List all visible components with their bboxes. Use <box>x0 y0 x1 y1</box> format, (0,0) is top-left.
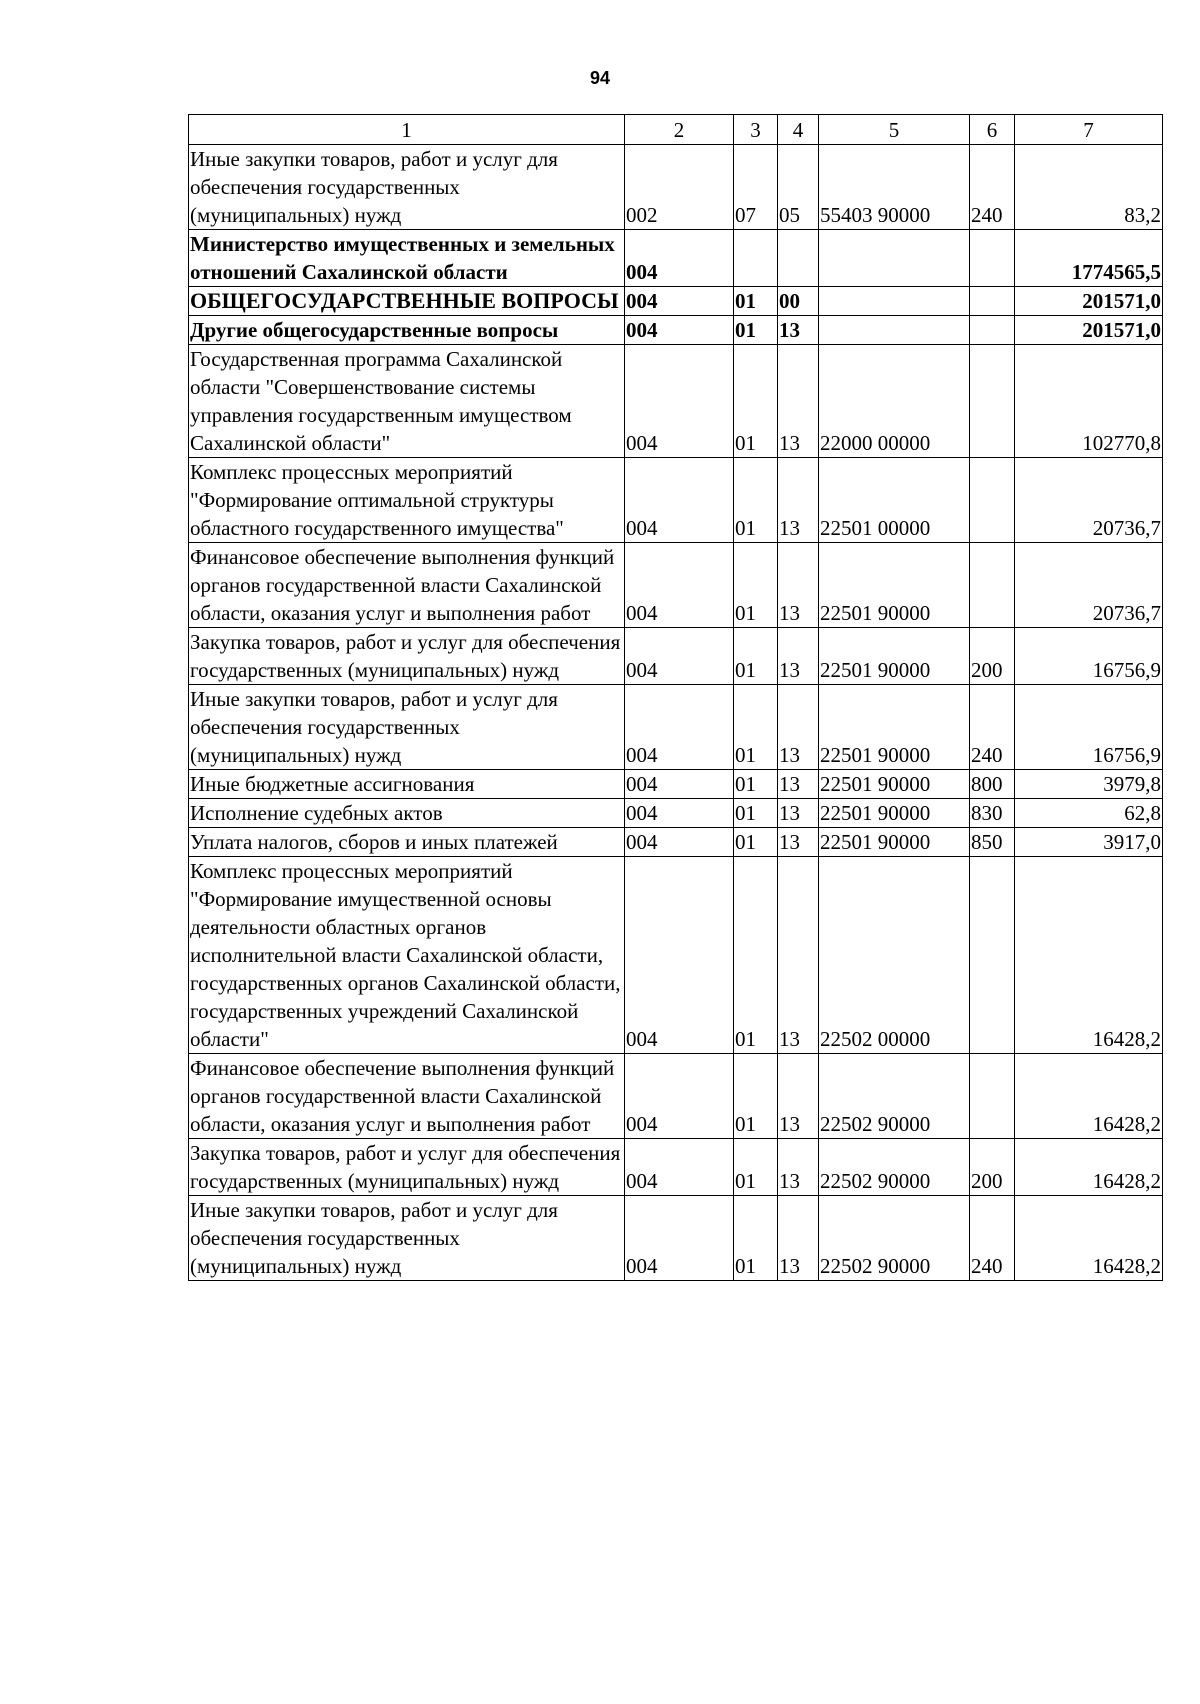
table-row <box>189 287 1163 316</box>
row-amount: 1774565,5 <box>1015 230 1163 287</box>
row-expense-type: 240 <box>970 1196 1015 1281</box>
row-section: 01 <box>734 1139 778 1196</box>
row-amount: 16428,2 <box>1015 857 1163 1054</box>
row-section: 01 <box>734 345 778 458</box>
row-target-article: 22501 00000 <box>819 458 970 543</box>
row-amount: 3979,8 <box>1015 770 1163 799</box>
row-section: 01 <box>734 857 778 1054</box>
row-admin-code: 004 <box>625 628 734 685</box>
row-section: 01 <box>734 287 778 316</box>
row-amount: 16756,9 <box>1015 685 1163 770</box>
row-subsection <box>778 230 819 287</box>
row-target-article <box>819 287 970 316</box>
table-row <box>189 1139 1163 1196</box>
table-row <box>189 1054 1163 1139</box>
table-row <box>189 458 1163 543</box>
row-subsection: 13 <box>778 628 819 685</box>
row-name: Иные закупки товаров, работ и услуг для обеспечения государственных (муниципальных) нужд <box>189 1196 625 1281</box>
row-subsection: 13 <box>778 828 819 857</box>
table-row <box>189 145 1163 230</box>
row-expense-type <box>970 857 1015 1054</box>
row-target-article: 22502 00000 <box>819 857 970 1054</box>
row-admin-code: 004 <box>625 1196 734 1281</box>
row-section: 01 <box>734 628 778 685</box>
row-subsection: 13 <box>778 799 819 828</box>
row-section: 01 <box>734 828 778 857</box>
row-target-article: 22502 90000 <box>819 1196 970 1281</box>
row-name: Комплекс процессных мероприятий "Формирование имущественной основы деятельности областных органов исполнительной власти Сахалинской области, государственных органов Сахалинской области, государственных учреждений Сахалинской области" <box>189 857 625 1054</box>
row-admin-code: 004 <box>625 828 734 857</box>
row-subsection: 13 <box>778 685 819 770</box>
row-target-article: 55403 90000 <box>819 145 970 230</box>
row-admin-code: 004 <box>625 857 734 1054</box>
table-row <box>189 828 1163 857</box>
row-name: Государственная программа Сахалинской области "Совершенствование системы управления государственным имуществом Сахалинской области" <box>189 345 625 458</box>
row-section <box>734 230 778 287</box>
row-expense-type <box>970 316 1015 345</box>
row-section: 01 <box>734 799 778 828</box>
row-section: 01 <box>734 770 778 799</box>
row-admin-code: 004 <box>625 799 734 828</box>
row-admin-code: 004 <box>625 685 734 770</box>
table-row <box>189 1196 1163 1281</box>
row-name: Комплекс процессных мероприятий "Формирование оптимальной структуры областного государственного имущества" <box>189 458 625 543</box>
header-col-7: 7 <box>1015 115 1163 145</box>
table-row <box>189 685 1163 770</box>
row-name: Финансовое обеспечение выполнения функций органов государственной власти Сахалинской области, оказания услуг и выполнения работ <box>189 543 625 628</box>
row-subsection: 13 <box>778 345 819 458</box>
row-name: Закупка товаров, работ и услуг для обеспечения государственных (муниципальных) нужд <box>189 1139 625 1196</box>
row-amount: 3917,0 <box>1015 828 1163 857</box>
row-admin-code: 004 <box>625 1139 734 1196</box>
budget-table <box>188 114 1163 1281</box>
table-row <box>189 316 1163 345</box>
row-amount: 16428,2 <box>1015 1196 1163 1281</box>
row-admin-code: 004 <box>625 1054 734 1139</box>
row-amount: 16428,2 <box>1015 1139 1163 1196</box>
row-admin-code: 002 <box>625 145 734 230</box>
row-target-article: 22501 90000 <box>819 828 970 857</box>
row-target-article: 22502 90000 <box>819 1054 970 1139</box>
row-name: Исполнение судебных актов <box>189 799 625 828</box>
header-col-5: 5 <box>819 115 970 145</box>
row-admin-code: 004 <box>625 316 734 345</box>
row-admin-code: 004 <box>625 458 734 543</box>
row-section: 01 <box>734 1054 778 1139</box>
row-admin-code: 004 <box>625 230 734 287</box>
row-subsection: 13 <box>778 458 819 543</box>
row-expense-type: 240 <box>970 145 1015 230</box>
row-name: Министерство имущественных и земельных отношений Сахалинской области <box>189 230 625 287</box>
row-admin-code: 004 <box>625 287 734 316</box>
row-section: 07 <box>734 145 778 230</box>
table-row <box>189 230 1163 287</box>
row-expense-type: 850 <box>970 828 1015 857</box>
row-expense-type: 800 <box>970 770 1015 799</box>
row-expense-type <box>970 287 1015 316</box>
row-target-article: 22000 00000 <box>819 345 970 458</box>
row-subsection: 13 <box>778 316 819 345</box>
row-amount: 16756,9 <box>1015 628 1163 685</box>
row-subsection: 05 <box>778 145 819 230</box>
table-row <box>189 628 1163 685</box>
row-section: 01 <box>734 1196 778 1281</box>
row-expense-type <box>970 230 1015 287</box>
row-name: ОБЩЕГОСУДАРСТВЕННЫЕ ВОПРОСЫ <box>189 287 625 316</box>
row-target-article: 22501 90000 <box>819 770 970 799</box>
row-name: Иные закупки товаров, работ и услуг для обеспечения государственных (муниципальных) нужд <box>189 685 625 770</box>
table-row <box>189 770 1163 799</box>
row-name: Другие общегосударственные вопросы <box>189 316 625 345</box>
row-target-article: 22501 90000 <box>819 685 970 770</box>
row-section: 01 <box>734 685 778 770</box>
table-body <box>189 145 1163 1281</box>
table-row <box>189 857 1163 1054</box>
row-expense-type <box>970 345 1015 458</box>
table-row <box>189 345 1163 458</box>
row-name: Уплата налогов, сборов и иных платежей <box>189 828 625 857</box>
row-subsection: 00 <box>778 287 819 316</box>
row-name: Иные бюджетные ассигнования <box>189 770 625 799</box>
page-number: 94 <box>589 68 611 88</box>
row-target-article: 22501 90000 <box>819 543 970 628</box>
header-col-4: 4 <box>778 115 819 145</box>
header-col-1: 1 <box>189 115 625 145</box>
row-name: Иные закупки товаров, работ и услуг для обеспечения государственных (муниципальных) нужд <box>189 145 625 230</box>
row-expense-type: 830 <box>970 799 1015 828</box>
row-admin-code: 004 <box>625 770 734 799</box>
row-amount: 20736,7 <box>1015 543 1163 628</box>
row-target-article <box>819 230 970 287</box>
row-subsection: 13 <box>778 770 819 799</box>
row-target-article: 22501 90000 <box>819 628 970 685</box>
row-subsection: 13 <box>778 1139 819 1196</box>
row-expense-type: 200 <box>970 1139 1015 1196</box>
row-expense-type: 240 <box>970 685 1015 770</box>
row-expense-type <box>970 458 1015 543</box>
row-expense-type <box>970 543 1015 628</box>
row-name: Закупка товаров, работ и услуг для обеспечения государственных (муниципальных) нужд <box>189 628 625 685</box>
table-row <box>189 543 1163 628</box>
row-name: Финансовое обеспечение выполнения функций органов государственной власти Сахалинской области, оказания услуг и выполнения работ <box>189 1054 625 1139</box>
row-section: 01 <box>734 316 778 345</box>
row-subsection: 13 <box>778 543 819 628</box>
row-amount: 83,2 <box>1015 145 1163 230</box>
row-amount: 62,8 <box>1015 799 1163 828</box>
row-target-article: 22502 90000 <box>819 1139 970 1196</box>
row-section: 01 <box>734 543 778 628</box>
row-section: 01 <box>734 458 778 543</box>
row-amount: 20736,7 <box>1015 458 1163 543</box>
row-amount: 102770,8 <box>1015 345 1163 458</box>
row-subsection: 13 <box>778 857 819 1054</box>
row-amount: 201571,0 <box>1015 316 1163 345</box>
header-col-2: 2 <box>625 115 734 145</box>
row-expense-type <box>970 1054 1015 1139</box>
header-row <box>189 115 1163 145</box>
row-target-article: 22501 90000 <box>819 799 970 828</box>
row-admin-code: 004 <box>625 543 734 628</box>
row-subsection: 13 <box>778 1196 819 1281</box>
header-col-6: 6 <box>970 115 1015 145</box>
header-col-3: 3 <box>734 115 778 145</box>
row-target-article <box>819 316 970 345</box>
row-amount: 201571,0 <box>1015 287 1163 316</box>
row-subsection: 13 <box>778 1054 819 1139</box>
row-admin-code: 004 <box>625 345 734 458</box>
row-amount: 16428,2 <box>1015 1054 1163 1139</box>
table-row <box>189 799 1163 828</box>
row-expense-type: 200 <box>970 628 1015 685</box>
